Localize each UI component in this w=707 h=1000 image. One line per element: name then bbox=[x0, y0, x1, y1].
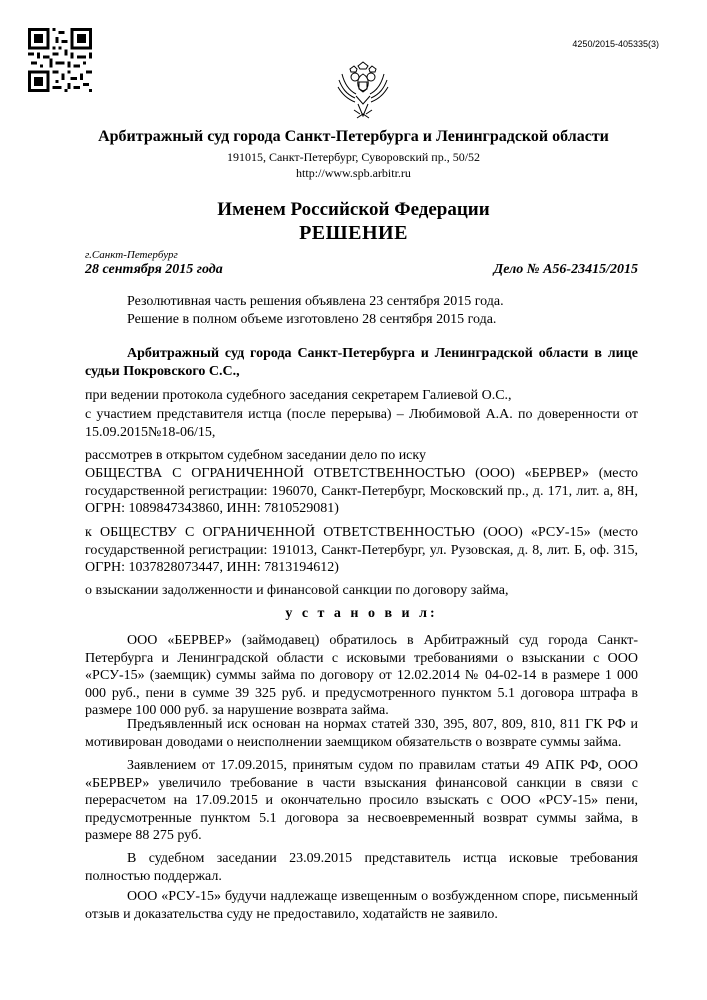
qr-code bbox=[28, 28, 92, 92]
document-id: 4250/2015-405335(3) bbox=[572, 39, 659, 49]
paragraph: Резолютивная часть решения объявлена 23 сентября 2015 года. bbox=[127, 294, 504, 309]
court-name: Арбитражный суд города Санкт-Петербурга и Ленинградской области bbox=[98, 128, 609, 145]
paragraph-plaintiff: ОБЩЕСТВА С ОГРАНИЧЕННОЙ ОТВЕТСТВЕННОСТЬЮ (ООО) «БЕРВЕР» (место государственной регистрации: 196070, Санкт-Петербург, Московский пр., д. 171, лит. а, 8Н, ОГРН: 1089847343860, ИНН: 7810529081) bbox=[85, 466, 638, 516]
paragraph: Заявлением от 17.09.2015, принятым судом по правилам статьи 49 АПК РФ, ООО «БЕРВЕР» увеличило требование в части взыскания финансовой санкции в связи с перерасчетом на 17.09.2015 и окончательно просило взыскать с ООО «РСУ-15» пени, предусмотренные пунктом 5.1 договора за несвоевременный возврат суммы займа, в размере 88 275 руб. bbox=[85, 758, 638, 843]
case-number: Дело № А56-23415/2015 bbox=[493, 262, 638, 277]
section-heading-established: у с т а н о в и л: bbox=[285, 606, 438, 621]
paragraph: Предъявленный иск основан на нормах статей 330, 395, 807, 809, 810, 811 ГК РФ и мотивирован доводами о неисполнении заемщиком обязательств о возврате суммы займа. bbox=[85, 717, 638, 750]
heading-decision: РЕШЕНИЕ bbox=[299, 222, 408, 244]
paragraph: рассмотрев в открытом судебном заседании дело по иску bbox=[85, 448, 426, 463]
paragraph: ООО «БЕРВЕР» (займодавец) обратилось в Арбитражный суд города Санкт-Петербурга и Ленинградской области с исковыми требованиями о взыскании с ООО «РСУ-15» (заемщик) суммы займа по договору от 12.02.2014 № 04-02-14 в размере 1 000 000 руб., пени в сумме 39 325 руб. и предусмотренного пунктом 5.1 договора штрафа в размере 100 000 руб. за нарушение возврата займа. bbox=[85, 633, 638, 718]
paragraph: ООО «РСУ-15» будучи надлежаще извещенным о возбужденном споре, письменный отзыв и доказательства суду не предоставило, ходатайств не заявило. bbox=[85, 889, 638, 922]
coat-of-arms-emblem bbox=[336, 60, 390, 122]
city: г.Санкт-Петербург bbox=[85, 249, 178, 261]
paragraph: В судебном заседании 23.09.2015 представитель истца исковые требования полностью поддержал. bbox=[85, 851, 638, 884]
heading-russian-federation: Именем Российской Федерации bbox=[217, 199, 490, 220]
decision-date: 28 сентября 2015 года bbox=[85, 262, 223, 277]
paragraph: о взыскании задолженности и финансовой санкции по договору займа, bbox=[85, 583, 509, 598]
paragraph: с участием представителя истца (после перерыва) – Любимовой А.А. по доверенности от 15.09.2015№18-06/15, bbox=[85, 407, 638, 440]
court-address-block bbox=[0, 149, 707, 181]
paragraph-judge: Арбитражный суд города Санкт-Петербурга и Ленинградской области в лице судьи Покровского С.С., bbox=[85, 346, 638, 379]
court-website: http://www.spb.arbitr.ru bbox=[296, 166, 411, 180]
paragraph: при ведении протокола судебного заседания секретарем Галиевой О.С., bbox=[85, 388, 512, 403]
paragraph: Решение в полном объеме изготовлено 28 сентября 2015 года. bbox=[127, 312, 497, 327]
paragraph-defendant: к ОБЩЕСТВУ С ОГРАНИЧЕННОЙ ОТВЕТСТВЕННОСТЬЮ (ООО) «РСУ-15» (место государственной регистрации: 191013, Санкт-Петербург, ул. Рузовская, д. 8, лит. Б, оф. 315, ОГРН: 1037828073447, ИНН: 7813194612) bbox=[85, 525, 638, 575]
court-address: 191015, Санкт-Петербург, Суворовский пр., 50/52 bbox=[226, 150, 481, 164]
